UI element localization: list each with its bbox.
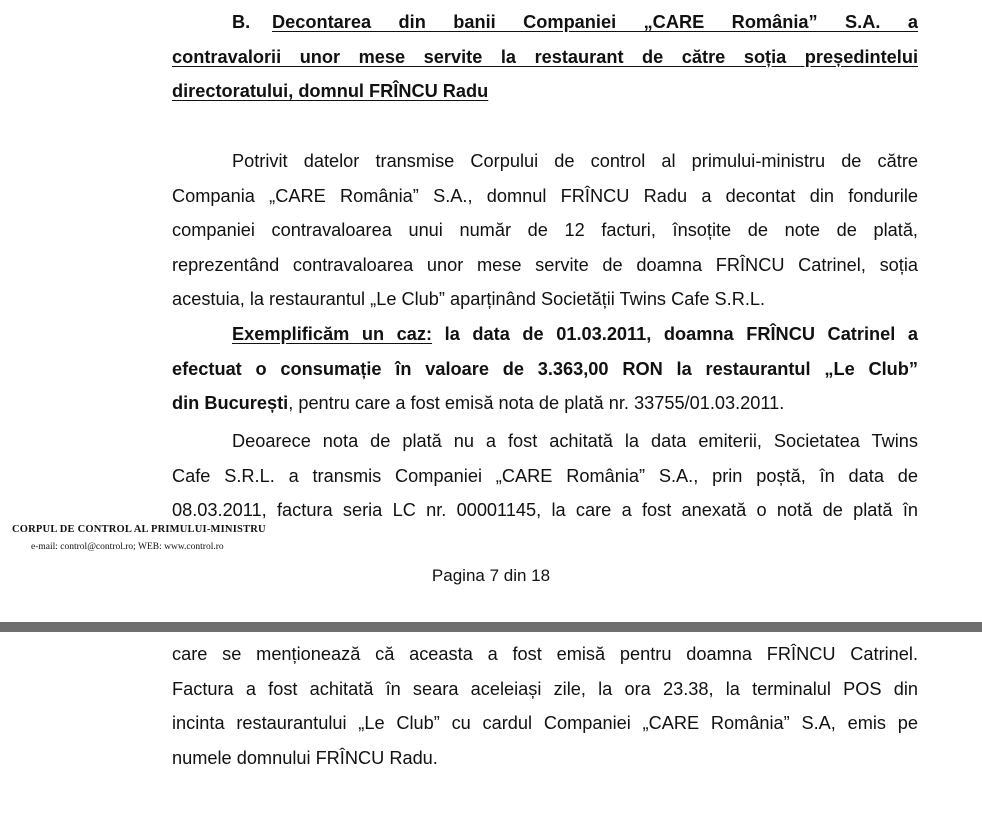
paragraph-2 [172,317,918,421]
example-line-1: la data de 01.03.2011, doamna FRÎNCU Catrinel a [432,324,918,344]
example-line-2: efectuat o consumație în valoare de 3.363,00 RON la restaurantul „Le Club” [172,358,918,379]
document-page-8 [0,632,982,819]
paragraph-1-line-4: reprezentând contravaloarea unor mese servite de doamna FRÎNCU Catrinel, soția [172,254,918,275]
continuation-line-3: incinta restaurantului „Le Club” cu cardul Companiei „CARE România” S.A, emis pe [172,713,918,733]
section-heading [172,5,918,109]
paragraph-1-line-5: acestuia, la restaurantul „Le Club” aparținând Societății Twins Cafe S.R.L. [172,289,766,309]
section-letter: B. [232,12,251,32]
paragraph-continuation [172,637,918,775]
section-title-line-3: directoratului, domnul FRÎNCU Radu [172,81,489,101]
continuation-line-1: care se menționează că aceasta a fost emisă pentru doamna FRÎNCU Catrinel. [172,644,918,664]
example-line-3: , pentru care a fost emisă nota de plată nr. 33755/01.03.2011. [288,393,785,413]
page-number: Pagina 7 din 18 [431,566,551,585]
example-line-3-bold: din București [172,393,289,413]
footer-contact: e-mail: control@control.ro; WEB: www.control.ro [31,542,224,552]
section-title-line-1: Decontarea din banii Companiei „CARE România” S.A. a [272,12,918,32]
paragraph-3 [172,424,918,528]
section-title-line-2: contravalorii unor mese servite la restaurant de către soția președintelui [172,46,918,67]
example-lead: Exemplificăm un caz: [232,324,433,344]
paragraph-3-line-2: Cafe S.R.L. a transmis Companiei „CARE România” S.A., prin poștă, în data de [172,465,918,486]
paragraph-3-line-1: Deoarece nota de plată nu a fost achitată la data emiterii, Societatea Twins [232,431,918,451]
paragraph-1 [172,144,918,317]
paragraph-3-line-3: 08.03.2011, factura seria LC nr. 00001145, la care a fost anexată o notă de plată în [172,500,918,520]
page-separator [0,622,982,632]
paragraph-1-line-2: Compania „CARE România” S.A., domnul FRÎNCU Radu a decontat din fondurile [172,185,918,206]
continuation-line-4: numele domnului FRÎNCU Radu. [172,747,438,768]
footer-organization: CORPUL DE CONTROL AL PRIMULUI-MINISTRU [12,524,266,535]
continuation-line-2: Factura a fost achitată în seara aceleiași zile, la ora 23.38, la terminalul POS din [172,678,918,699]
paragraph-1-line-1: Potrivit datelor transmise Corpului de control al primului-ministru de către [232,151,918,171]
paragraph-1-line-3: companiei contravaloarea unui număr de 12 facturi, însoțite de note de plată, [172,220,918,240]
